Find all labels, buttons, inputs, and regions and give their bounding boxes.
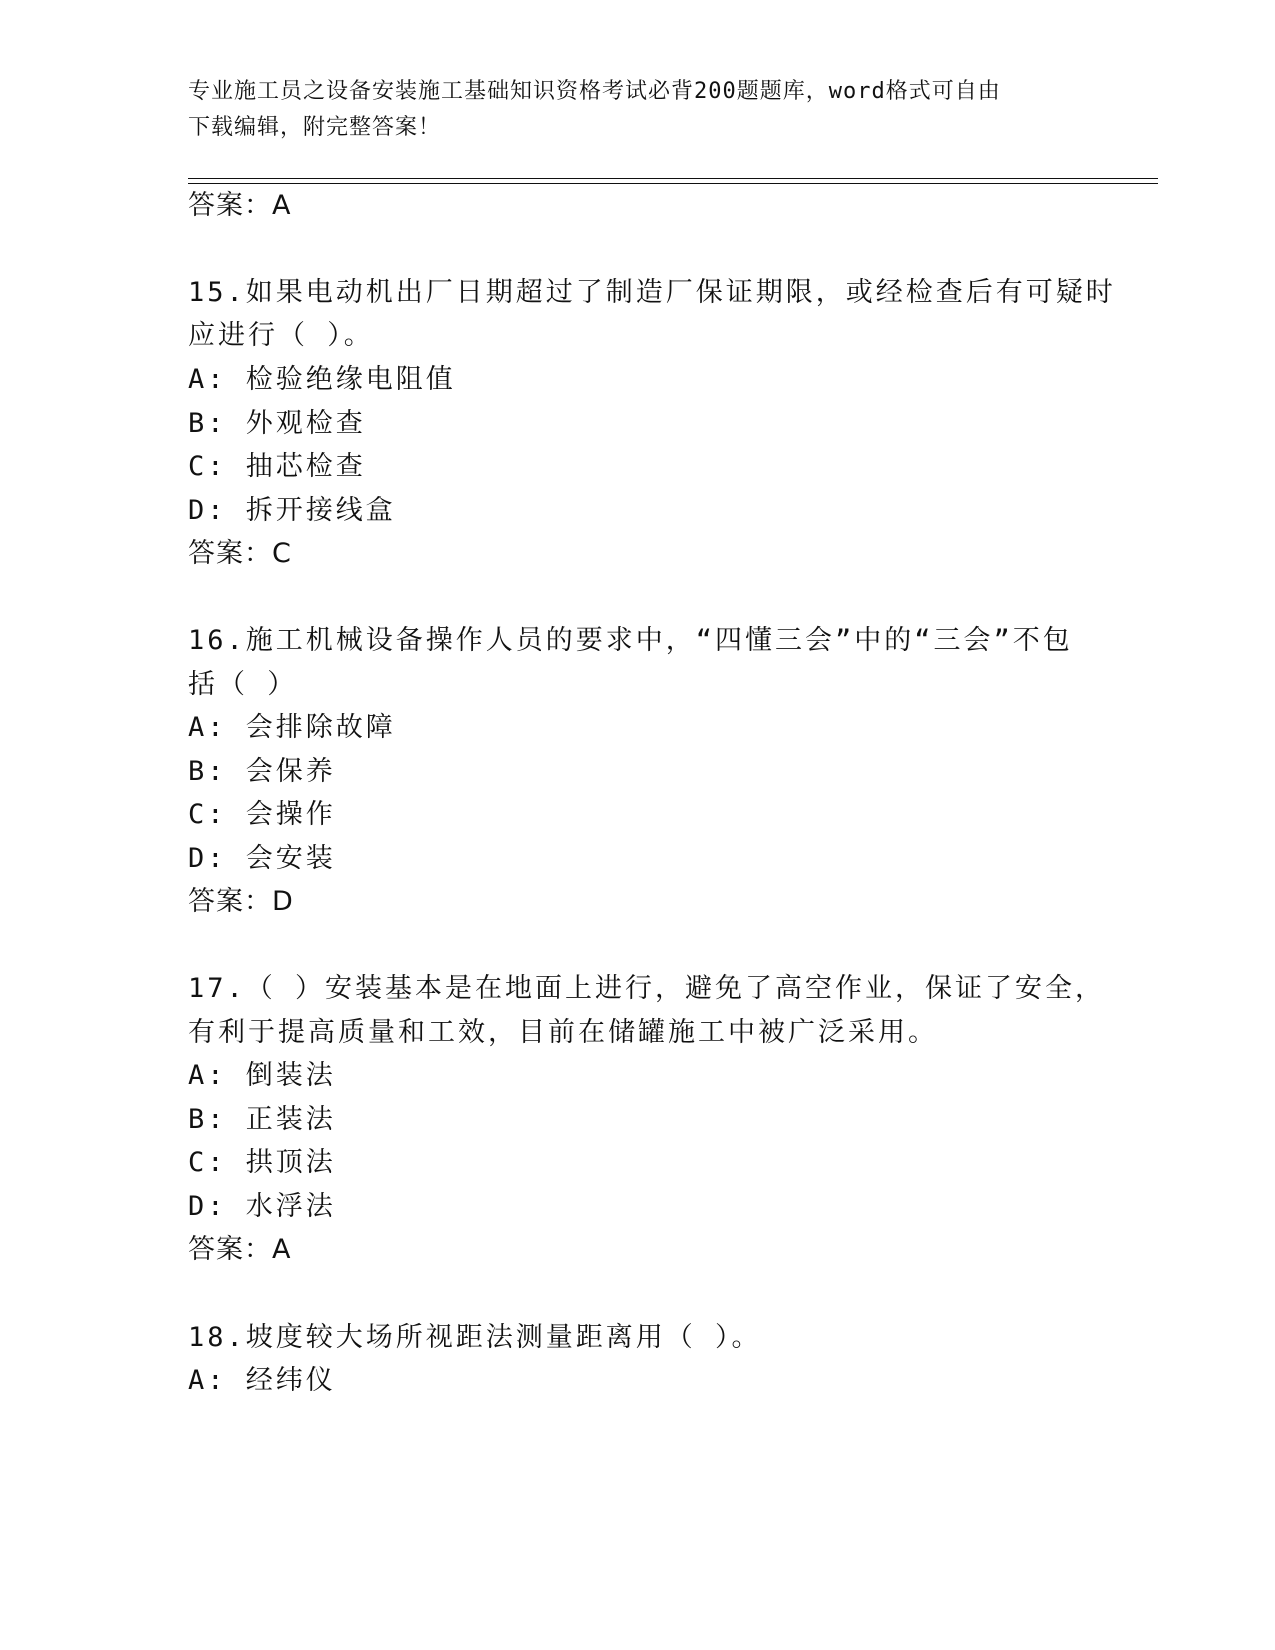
option-d: D: 水浮法 [188, 1191, 336, 1222]
answer-14: 答案：A [188, 190, 292, 221]
option-b: B: 正装法 [188, 1104, 336, 1135]
header-divider-bottom [188, 183, 1158, 184]
option-c: C: 拱顶法 [188, 1147, 336, 1178]
question-stem-line: 应进行（ ）。 [188, 320, 374, 351]
question-stem-line: 17.（ ）安装基本是在地面上进行，避免了高空作业，保证了安全， [188, 973, 1106, 1004]
option-a: A: 倒装法 [188, 1060, 336, 1091]
question-stem-line: 括（ ） [188, 669, 298, 700]
header-line-2: 下载编辑，附完整答案！ [188, 115, 442, 140]
option-d: D: 拆开接线盒 [188, 495, 396, 526]
answer: 答案：C [188, 538, 292, 569]
option-b: B: 会保养 [188, 756, 336, 787]
option-c: C: 会操作 [188, 799, 336, 830]
question-stem-line: 有利于提高质量和工效，目前在储罐施工中被广泛采用。 [188, 1017, 938, 1048]
option-a: A: 会排除故障 [188, 712, 396, 743]
header-line-1: 专业施工员之设备安装施工基础知识资格考试必背200题题库，word格式可自由 [188, 79, 1001, 104]
question-stem-line: 16.施工机械设备操作人员的要求中，“四懂三会”中的“三会”不包 [188, 625, 1073, 656]
answer: 答案：D [188, 886, 294, 917]
option-c: C: 抽芯检查 [188, 451, 366, 482]
option-d: D: 会安装 [188, 843, 336, 874]
option-a: A: 经纬仪 [188, 1365, 336, 1396]
question-stem-line: 18.坡度较大场所视距法测量距离用（ ）。 [188, 1322, 762, 1353]
option-a: A: 检验绝缘电阻值 [188, 364, 456, 395]
document-header [188, 74, 1088, 146]
option-b: B: 外观检查 [188, 408, 366, 439]
answer: 答案：A [188, 1234, 292, 1265]
question-stem-line: 15.如果电动机出厂日期超过了制造厂保证期限，或经检查后有可疑时 [188, 277, 1116, 308]
header-divider-top [188, 178, 1158, 179]
